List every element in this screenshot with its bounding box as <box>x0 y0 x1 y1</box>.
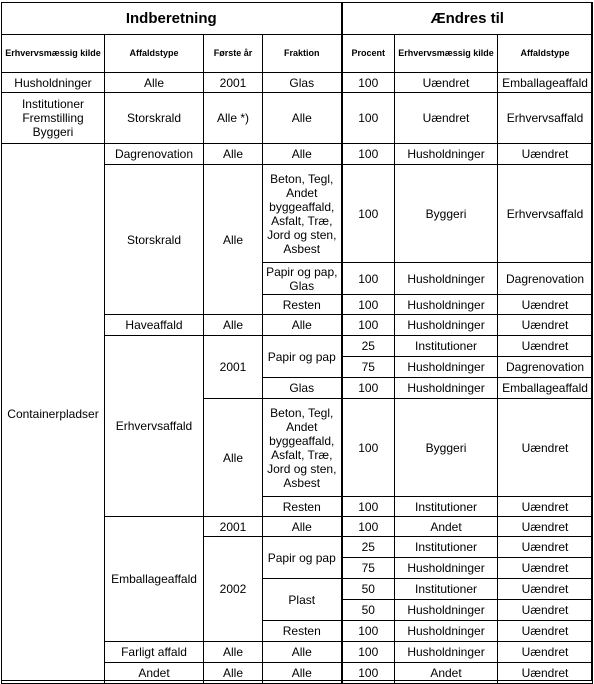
cell-procent: 50 <box>342 579 395 600</box>
cell-affaldstype: Storskrald <box>105 165 204 315</box>
cell-ny-kilde: Byggeri <box>395 399 498 497</box>
table-row <box>2 144 593 165</box>
cell-ny-kilde: Uændret <box>395 73 498 93</box>
cell-ny-kilde: Institutioner <box>395 336 498 357</box>
cell-ny-kilde: Andet <box>395 517 498 537</box>
cell-procent: 100 <box>342 165 395 263</box>
cell-procent: 100 <box>342 517 395 537</box>
cell-ny-kilde: Husholdninger <box>395 621 498 642</box>
table-row <box>2 93 593 144</box>
table-header-group-row <box>2 3 593 35</box>
cell-ny-affaldstype: Erhvervsaffald <box>498 93 593 144</box>
cell-aar: Alle <box>204 663 263 684</box>
cell-ny-affaldstype: Uændret <box>498 315 593 336</box>
cell-procent: 50 <box>342 600 395 621</box>
cell-aar: Alle <box>204 144 263 165</box>
cell-ny-kilde: Andet <box>395 663 498 684</box>
cell-affaldstype: Andet <box>105 663 204 684</box>
cell-ny-kilde: Uændret <box>395 93 498 144</box>
cell-ny-kilde: Institutioner <box>395 537 498 558</box>
cell-ny-kilde: Institutioner <box>395 497 498 517</box>
cell-ny-affaldstype: Uændret <box>498 537 593 558</box>
cell-affaldstype: Storskrald <box>105 93 204 144</box>
cell-fraktion: Alle <box>263 642 342 663</box>
cell-aar: 2001 <box>204 73 263 93</box>
cell-ny-affaldstype: Dagrenovation <box>498 357 593 378</box>
cell-affaldstype: Erhvervsaffald <box>105 336 204 517</box>
cell-affaldstype: Farligt affald <box>105 642 204 663</box>
cell-ny-kilde: Husholdninger <box>395 295 498 315</box>
col-header-procent: Procent <box>342 35 395 73</box>
table-column-header-row <box>2 35 593 73</box>
waste-reclassification-table <box>1 2 593 684</box>
cell-ny-affaldstype: Uændret <box>498 621 593 642</box>
cell-aar: Alle <box>204 642 263 663</box>
cell-fraktion: Resten <box>263 497 342 517</box>
cell-procent: 100 <box>342 295 395 315</box>
cell-ny-affaldstype: Uændret <box>498 144 593 165</box>
cell-procent: 100 <box>342 399 395 497</box>
cell-ny-kilde: Husholdninger <box>395 600 498 621</box>
cell-ny-affaldstype: Uændret <box>498 336 593 357</box>
col-header-ny-kilde: Erhvervsmæssig kilde <box>395 35 498 73</box>
cell-fraktion: Papir og pap <box>263 537 342 579</box>
cell-ny-affaldstype: Uændret <box>498 295 593 315</box>
cell-ny-kilde: Husholdninger <box>395 378 498 399</box>
cell-procent: 100 <box>342 315 395 336</box>
cell-fraktion: Alle <box>263 517 342 537</box>
col-header-foerste-aar: Første år <box>204 35 263 73</box>
cell-ny-affaldstype: Emballageaffald <box>498 378 593 399</box>
cell-ny-kilde: Husholdninger <box>395 642 498 663</box>
header-aendres-til: Ændres til <box>342 3 593 35</box>
cell-aar: 2001 <box>204 517 263 537</box>
cell-kilde: Institutioner Fremstilling Byggeri <box>2 93 105 144</box>
cell-procent: 100 <box>342 497 395 517</box>
cell-aar: Alle <box>204 399 263 517</box>
cell-fraktion: Alle <box>263 144 342 165</box>
cell-procent: 100 <box>342 621 395 642</box>
cell-ny-affaldstype: Uændret <box>498 558 593 579</box>
cell-procent: 75 <box>342 558 395 579</box>
cell-fraktion: Glas <box>263 378 342 399</box>
cell-fraktion: Beton, Tegl, Andet byggeaffald, Asfalt, Træ, Jord og sten, Asbest <box>263 165 342 263</box>
cell-ny-kilde: Institutioner <box>395 579 498 600</box>
cell-ny-affaldstype: Uændret <box>498 663 593 684</box>
cell-fraktion: Beton, Tegl, Andet byggeaffald, Asfalt, Træ, Jord og sten, Asbest <box>263 399 342 497</box>
cell-fraktion: Papir og pap <box>263 336 342 378</box>
cell-fraktion: Alle <box>263 315 342 336</box>
cell-procent: 100 <box>342 144 395 165</box>
cell-procent: 100 <box>342 663 395 684</box>
cell-aar: Alle *) <box>204 93 263 144</box>
col-header-ny-affaldstype: Affaldstype <box>498 35 593 73</box>
cell-kilde-containerpladser: Containerpladser <box>2 144 105 684</box>
cell-affaldstype: Dagrenovation <box>105 144 204 165</box>
cell-ny-affaldstype: Uændret <box>498 642 593 663</box>
cell-aar: Alle <box>204 165 263 315</box>
cell-ny-kilde: Husholdninger <box>395 315 498 336</box>
cell-aar: Alle <box>204 315 263 336</box>
cell-ny-kilde: Husholdninger <box>395 357 498 378</box>
cell-aar: 2002 <box>204 537 263 642</box>
cell-ny-affaldstype: Erhvervsaffald <box>498 165 593 263</box>
cell-fraktion: Papir og pap, Glas <box>263 263 342 295</box>
cell-fraktion: Glas <box>263 73 342 93</box>
cell-ny-kilde: Husholdninger <box>395 144 498 165</box>
cell-affaldstype: Alle <box>105 73 204 93</box>
col-header-fraktion: Fraktion <box>263 35 342 73</box>
cell-ny-affaldstype: Uændret <box>498 579 593 600</box>
col-header-kilde: Erhvervsmæssig kilde <box>2 35 105 73</box>
cell-ny-affaldstype: Uændret <box>498 517 593 537</box>
cell-affaldstype: Haveaffald <box>105 315 204 336</box>
cell-procent: 100 <box>342 378 395 399</box>
table-row <box>2 73 593 93</box>
cell-ny-affaldstype: Dagrenovation <box>498 263 593 295</box>
cell-fraktion: Resten <box>263 621 342 642</box>
cell-procent: 100 <box>342 642 395 663</box>
cell-procent: 25 <box>342 537 395 558</box>
cell-fraktion: Plast <box>263 579 342 621</box>
cell-fraktion: Alle <box>263 93 342 144</box>
cell-ny-affaldstype: Uændret <box>498 600 593 621</box>
cell-affaldstype: Emballageaffald <box>105 517 204 642</box>
col-header-affaldstype: Affaldstype <box>105 35 204 73</box>
cell-procent: 75 <box>342 357 395 378</box>
header-indberetning: Indberetning <box>2 3 342 35</box>
cell-procent: 100 <box>342 73 395 93</box>
cell-ny-kilde: Byggeri <box>395 165 498 263</box>
cell-ny-affaldstype: Uændret <box>498 399 593 497</box>
cell-procent: 25 <box>342 336 395 357</box>
cell-aar: 2001 <box>204 336 263 399</box>
cell-ny-kilde: Husholdninger <box>395 263 498 295</box>
cell-ny-kilde: Husholdninger <box>395 558 498 579</box>
cell-procent: 100 <box>342 93 395 144</box>
cell-fraktion: Resten <box>263 295 342 315</box>
cell-kilde: Husholdninger <box>2 73 105 93</box>
cell-fraktion: Alle <box>263 663 342 684</box>
cell-procent: 100 <box>342 263 395 295</box>
cell-ny-affaldstype: Emballageaffald <box>498 73 593 93</box>
cell-ny-affaldstype: Uændret <box>498 497 593 517</box>
